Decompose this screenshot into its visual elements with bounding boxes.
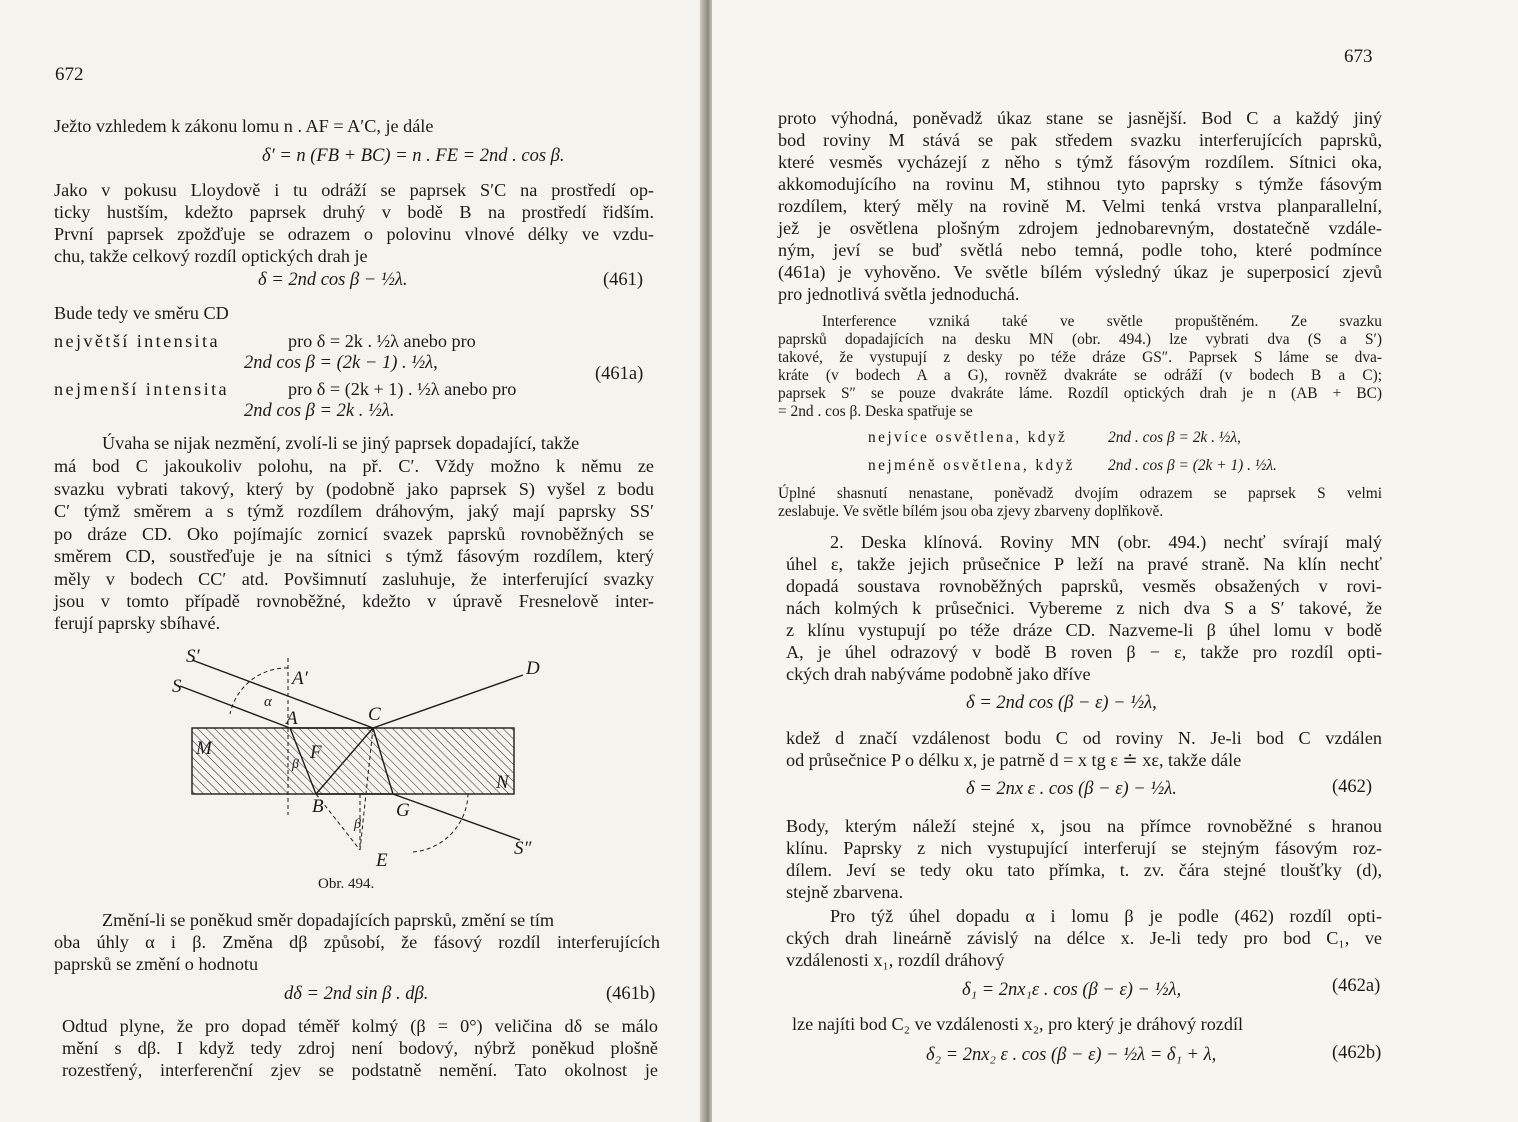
equation: δ = 2nd cos β − ½λ. <box>258 270 408 290</box>
equation-number: (461a) <box>595 364 644 384</box>
equation-number: (462) <box>1332 777 1373 797</box>
arc-upper <box>230 668 288 714</box>
ray-s <box>180 686 290 728</box>
label-b: B <box>312 796 324 817</box>
label-a-prime: A′ <box>292 668 308 689</box>
label-n: N <box>496 772 509 793</box>
text-line: jež je osvětlena plošným zdrojem jednobarevným, dostatečně vzdále- <box>778 218 1382 238</box>
label-s-double-prime: S″ <box>514 838 532 859</box>
text-line: akkomodujícího na rovinu M, stihnou tyto paprsky s týmže fásovým <box>778 174 1382 194</box>
text-line: A, je úhel odrazový v bodě B roven β − ε, takže pro rozdíl opti- <box>786 642 1382 662</box>
text-line: úhel ε, takže jejich průsečnice P leží na pravé straně. Na klín nechť <box>786 554 1382 574</box>
text-line: pro δ = 2k . ½λ anebo pro <box>288 331 476 351</box>
small-text-line: Úplné shasnutí nenastane, poněvadž dvojím odrazem se paprsek S velmi <box>778 485 1382 502</box>
text-line: rozdílem, který měly na rovině M. Velmi tenká vrstva planparallelní, <box>778 196 1382 216</box>
text-line: ckých drah lineárně závislý na délce x. Je-li tedy pro bod C₁, ve <box>786 928 1382 948</box>
label-d: D <box>526 658 540 679</box>
text-line: pro jednotlivá světla jednoduchá. <box>778 284 1020 304</box>
spaced-text: nejvíce osvětlena, když <box>868 429 1068 446</box>
text-line: stejně zbarvena. <box>786 882 904 902</box>
label-e: E <box>376 850 388 871</box>
text-line: 2. Deska klínová. Roviny MN (obr. 494.) nechť svírají malý <box>830 532 1382 552</box>
text-line: ným, jeví se buď světlá nebo temná, podle toho, které podmínce <box>778 240 1382 260</box>
right-page <box>712 0 1518 1122</box>
equation-number: (462a) <box>1332 976 1381 996</box>
equation: 2nd cos β = (2k − 1) . ½λ, <box>244 353 438 373</box>
text-line: (461a) je vyhověno. Ve světle bílém výsledný úkaz je superposicí zjevů <box>778 262 1382 282</box>
text-line: pro δ = (2k + 1) . ½λ anebo pro <box>288 379 517 399</box>
ray-gs-double-prime <box>393 794 520 840</box>
text-line: Odtud plyne, že pro dopad téměř kolmý (β = 0°) veličina dδ se málo <box>62 1016 658 1036</box>
text-line: měly v bodech CC′ atd. Povšimnutí zasluhuje, že interferující svazky <box>54 569 654 589</box>
text-line: kdež d značí vzdálenost bodu C od roviny N. Je-li bod C vzdálen <box>786 728 1382 748</box>
label-beta-1: β <box>292 757 299 772</box>
text-line: vzdálenosti x₁, rozdíl dráhový <box>786 950 1005 970</box>
ray-s-prime <box>192 660 373 728</box>
text-line: ticky hustším, kdežto paprsek druhý v bodě B na prostředí řidším. <box>54 202 654 222</box>
spaced-text: největší intensita <box>54 331 220 351</box>
equation: 2nd . cos β = 2k . ½λ, <box>1108 429 1241 446</box>
text-line: jsou v tomto případě rovnoběžné, kdežto v úpravě Fresnelově inter- <box>54 591 654 611</box>
small-text-line: paprsek S″ se pouze dvakráte láme. Rozdíl optických drah je n (AB + BC) <box>778 385 1382 402</box>
spaced-text: nejméně osvětlena, když <box>868 457 1075 474</box>
equation: 2nd cos β = 2k . ½λ. <box>244 401 395 421</box>
label-m: M <box>196 738 212 759</box>
figure-494 <box>168 640 548 880</box>
arc-lower <box>413 790 468 852</box>
small-text-line: Interference vzniká také ve světle propuštěném. Ze svazku <box>822 313 1382 330</box>
text-line: oba úhly α i β. Změna dβ způsobí, že fásový rozdíl interferujících <box>54 932 660 952</box>
label-f: F <box>310 742 322 763</box>
text-line: Úvaha se nijak nezmění, zvolí-li se jiný paprsek dopadající, takže <box>102 433 580 453</box>
text-line: C′ týmž směrem a s týmž rozdílem dráhovým, jaký mají paprsky SS′ <box>54 501 654 521</box>
text-line: První paprsek zpožďuje se odrazem o polovinu vlnové délky ve vzdu- <box>54 224 654 244</box>
equation: dδ = 2nd sin β . dβ. <box>284 984 429 1004</box>
text-line: nách kolmých k průsečnici. Vybereme z nich dva S a S′ takové, že <box>786 598 1382 618</box>
label-s-prime: S′ <box>186 646 200 667</box>
page-number-left: 672 <box>55 64 84 85</box>
text-line: ckých drah nabýváme podobně jako dříve <box>786 664 1091 684</box>
text-line: Body, kterým náleží stejné x, jsou na přímce rovnoběžné s hranou <box>786 816 1382 836</box>
small-text-line: paprsků dopadajících na desku MN (obr. 494.) lze vybrati dva (S a S′) <box>778 331 1382 348</box>
text-line: svazku vybrati takový, který by (podobně jako paprsek S) vyšel z bodu <box>54 479 654 499</box>
text-line: dílem. Jeví se tedy oku tato přímka, t. zv. čára stejné tloušťky (d), <box>786 860 1382 880</box>
equation-number: (461b) <box>606 984 656 1004</box>
equation: δ₁ = 2nx₁ε . cos (β − ε) − ½λ, <box>962 980 1182 1000</box>
text-line: mění s dβ. I když tedy zdroj není bodový, nýbrž poněkud plošně <box>62 1038 658 1058</box>
text-line: od průsečnice P o délku x, je patrně d = x tg ε ≐ xε, takže dále <box>786 750 1242 770</box>
equation-number: (461) <box>603 270 644 290</box>
text-line: lze najíti bod C₂ ve vzdálenosti x₂, pro který je dráhový rozdíl <box>792 1014 1244 1034</box>
label-beta-2: β <box>354 817 361 832</box>
text-line: klínu. Paprsky z nich vystupující interferují se stejným fásovým roz- <box>786 838 1382 858</box>
text-line: chu, takže celkový rozdíl optických drah je <box>54 246 368 266</box>
text-line: z klínu vystupují po téže dráze CD. Nazveme-li β úhel lomu v bodě <box>786 620 1382 640</box>
spaced-text: nejmenší intensita <box>54 379 230 399</box>
label-g: G <box>396 800 410 821</box>
small-text-line: = 2nd . cos β. Deska spatřuje se <box>778 403 973 420</box>
text-line: Jako v pokusu Lloydově i tu odráží se paprsek S′C na prostředí op- <box>54 180 654 200</box>
figure-caption: Obr. 494. <box>318 876 375 892</box>
glass-plate <box>192 728 514 794</box>
small-text-line: zeslabuje. Ve světle bílém jsou oba zjevy zbarveny doplňkově. <box>778 503 1164 520</box>
equation: 2nd . cos β = (2k + 1) . ½λ. <box>1108 457 1277 474</box>
text-line: které vesměs vycházejí z něho s týmž fásovým rozdílem. Sítnici oka, <box>778 152 1382 172</box>
text-line: proto výhodná, poněvadž úkaz stane se jasnější. Bod C a každý jiný <box>778 108 1382 128</box>
text-line: Bude tedy ve směru CD <box>54 303 229 323</box>
small-text-line: takové, že vystupují z desky po téže dráze GS″. Paprsek S láme se dva- <box>778 349 1382 366</box>
equation: δ₂ = 2nx₂ ε . cos (β − ε) − ½λ = δ₁ + λ, <box>926 1045 1217 1065</box>
equation: δ′ = n (FB + BC) = n . FE = 2nd . cos β. <box>262 146 565 166</box>
equation: δ = 2nx ε . cos (β − ε) − ½λ. <box>966 779 1177 799</box>
text-line: paprsků se změní o hodnotu <box>54 954 259 974</box>
text-line: rozestřený, interferenční zjev se podstatně nemění. Tato okolnost je <box>62 1060 658 1080</box>
text-line: dopadá soustava rovnoběžných paprsků, vesměs obsažených v rovi- <box>786 576 1382 596</box>
equation-number: (462b) <box>1332 1043 1382 1063</box>
label-a: A <box>286 708 298 729</box>
left-page <box>0 0 706 1122</box>
text-line: po dráze CD. Oko pojímajíc zornicí svazek paprsků rovnoběžných se <box>54 524 654 544</box>
small-text-line: kráte (v bodech A a G), rovněž dvakráte se odráží (v bodech B a C); <box>778 367 1382 384</box>
ray-cd <box>373 675 523 728</box>
label-s: S <box>172 676 182 697</box>
text-line: směrem CD, soustřeďuje je na sítnici s týmž fásovým rozdílem, který <box>54 546 654 566</box>
text-line: Změní-li se poněkud směr dopadajících paprsků, změní se tím <box>102 910 555 930</box>
text-line: má bod C jakoukoliv polohu, na př. C′. Vždy možno k němu ze <box>54 456 654 476</box>
text-line: ferují paprsky sbíhavé. <box>54 613 221 633</box>
text-line: Pro týž úhel dopadu α i lomu β je podle (462) rozdíl opti- <box>830 906 1382 926</box>
equation: δ = 2nd cos (β − ε) − ½λ, <box>966 693 1157 713</box>
label-alpha: α <box>264 694 272 710</box>
text-line: bod roviny M stává se pak středem svazku interferujících paprsků, <box>778 130 1382 150</box>
text-line: Ježto vzhledem k zákonu lomu n . AF = A′C, je dále <box>54 116 434 136</box>
label-c: C <box>368 704 381 725</box>
page-number-right: 673 <box>1344 46 1373 67</box>
